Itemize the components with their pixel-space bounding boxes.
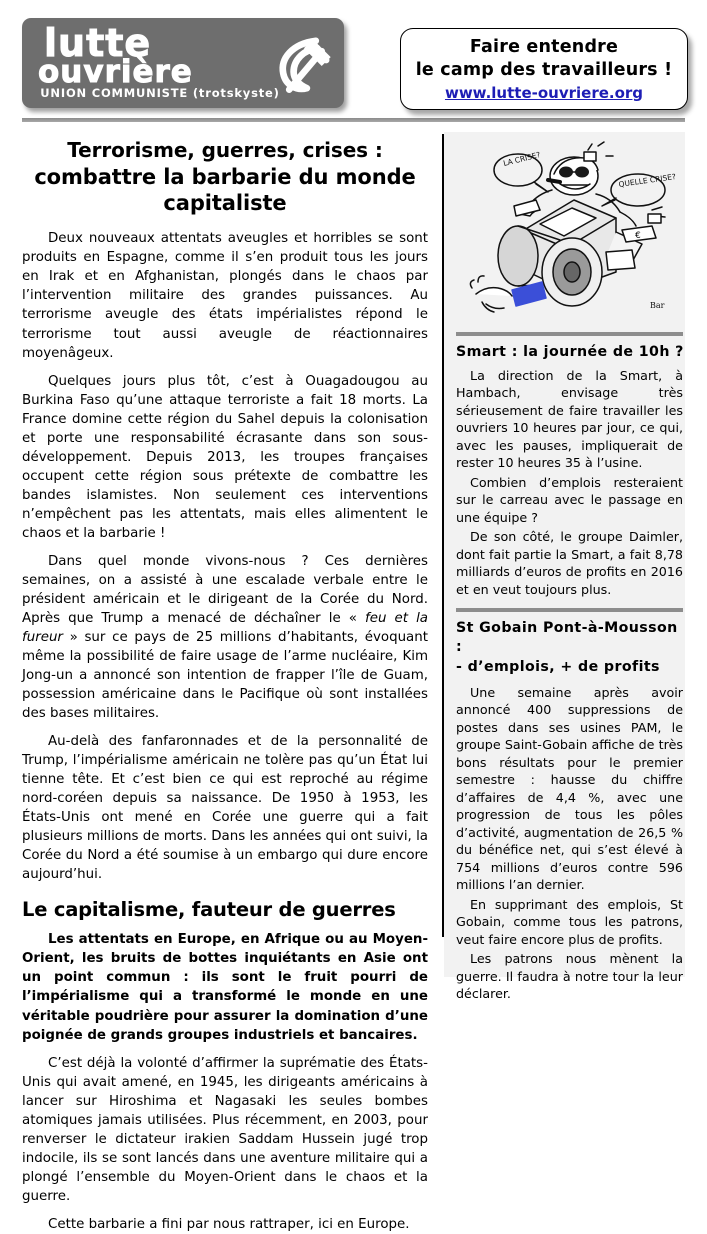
sidebar-section-title-stgobain-line2: - d’emplois, + de profits xyxy=(456,658,660,675)
sidebar-section-title-smart: Smart : la journée de 10h ? xyxy=(456,344,684,360)
korea-quote-italic: feu et la fureur xyxy=(22,610,429,645)
hammer-and-sickle-icon xyxy=(264,26,338,100)
speech-bubble-right-text: QUELLE CRISE? xyxy=(618,172,677,189)
article-headline xyxy=(22,138,428,217)
cartoon-signature: Bar xyxy=(650,301,665,310)
sidebar-paragraph: De son côté, le groupe Daimler, dont fait partie la Smart, a fait 8,78 milliards d’euros de profits en 2016 et en veut toujours plus. xyxy=(456,529,683,597)
sidebar-paragraph: En supprimant des emplois, St Gobain, comme tous les patrons, veut faire encore plus de profits. xyxy=(456,896,683,947)
korea-text-post: » sur ce pays de 25 millions d’habitants, évoquant même la possibilité de faire usage de l’arme nucléaire, Kim Jong-un a annoncé son intention de frapper l’île de Guam, possession américaine dans le Pacifique où sont installées des bases militaires. xyxy=(22,629,428,722)
website-link[interactable]: www.lutte-ouvriere.org xyxy=(444,83,644,102)
korea-text-pre: Dans quel monde vivons-nous ? Ces dernières semaines, on a assisté à une escalade verbale entre le président américain et le dirigeant de la Corée du Nord. Après que Trump a menacé de déchaîner le « xyxy=(22,553,428,626)
slogan-banner xyxy=(400,28,688,110)
section-divider-rule xyxy=(456,608,683,612)
banner-line-2: le camp des travailleurs ! xyxy=(415,60,673,80)
logo-line-1: lutte xyxy=(44,21,152,65)
article-paragraph-trump: Au-delà des fanfaronnades et de la personnalité de Trump, l’impérialisme américain ne tolère pas qu’un État lui tienne tête. Et c’est bien ce qui est reproché au régime nord-coréen depuis sa naissance. De 1950 à 1953, les États-Unis ont mené en Corée une guerre qui a fait plusieurs millions de morts. Dans les années qui ont suivi, la Corée du Nord a été soumise à un embargo qui dure encore aujourd’hui. xyxy=(22,734,428,883)
header-divider-rule xyxy=(22,118,685,122)
svg-text:€: € xyxy=(635,231,641,241)
lutte-ouvriere-logo[interactable] xyxy=(22,18,344,108)
headline-line-1: Terrorisme, guerres, crises : xyxy=(67,138,383,162)
sidebar-paragraph: Une semaine après avoir annoncé 400 suppressions de postes dans ses usines PAM, le groupe Saint-Gobain affiche de très bons résultats pour le premier semestre : hausse du chiffre d’affaires de 4,4 %, avec une progression de tous les pôles d’activité, augmentation de 26,5 % du bénéfice net, qui s’est élevé à 754 millions d’euros contre 596 millions l’an dernier. xyxy=(456,684,683,893)
cartoon-illustration-icon xyxy=(456,132,682,328)
logo-line-2: ouvrière xyxy=(38,54,193,90)
main-article-column xyxy=(22,132,442,1232)
article-paragraph-korea xyxy=(22,552,428,723)
sidebar-paragraph: Les patrons nous mènent la guerre. Il faudra à notre tour la leur déclarer. xyxy=(456,951,683,1002)
headline-line-2: combattre la barbarie du monde capitaliste xyxy=(34,164,416,216)
sidebar-paragraph: Combien d’emplois resteraient sur le carreau avec le passage en une équipe ? xyxy=(456,474,683,525)
masthead xyxy=(22,0,685,112)
article-subheading: Le capitalisme, fauteur de guerres xyxy=(22,898,396,922)
article-paragraph-last: Cette barbarie a fini par nous rattraper, ici en Europe. xyxy=(48,1216,410,1232)
speech-bubble-left-text: LA CRISE? xyxy=(502,150,542,168)
logo-subtitle: UNION COMMUNISTE (trotskyste) xyxy=(40,86,280,100)
article-paragraph-bold: Les attentats en Europe, en Afrique ou au Moyen-Orient, les bruits de bottes inquiétants en Asie ont un point commun : ils sont le fruit pourri de l’impérialisme qui a transformé le monde en une véritable poudrière pour assurer la domination d’une poignée de grands groupes industriels et bancaires. xyxy=(22,932,428,1043)
sidebar-paragraph: La direction de la Smart, à Hambach, envisage très sérieusement de faire travailler les ouvriers 10 heures par jour, ce qui, avec les pauses, impliquerait de rester 10 heures 35 à l’usine. xyxy=(456,367,683,471)
article-paragraph: Quelques jours plus tôt, c’est à Ouagadougou au Burkina Faso qu’une attaque terroriste a fait 18 morts. La France domine cette région du Sahel depuis la colonisation et porte une responsabilité écrasante dans son sous-développement. Depuis 2013, les troupes françaises occupent cette région sous prétexte de combattre les bandes islamistes. Non seulement ces interventions n’empêchent pas les attentats, mais elles alimentent le chaos et la barbarie ! xyxy=(22,373,428,541)
article-paragraph-usa: C’est déjà la volonté d’affirmer la suprématie des États-Unis qui avait amené, en 1945, les dirigeants américains à lancer sur Hiroshima et Nagasaki les seules bombes atomiques jamais utilisées. Plus récemment, en 2003, pour renverser le dictateur irakien Saddam Hussein jugé trop indocile, ils se sont lancés dans une aventure militaire qui a plongé l’ensemble du Moyen-Orient dans le chaos et la guerre. xyxy=(22,1055,428,1204)
section-divider-rule xyxy=(456,332,683,336)
article-paragraph: Deux nouveaux attentats aveugles et horribles se sont produits en Espagne, comme il s’en produit tous les jours en Irak et en Afghanistan, plongés dans le chaos par l’intervention militaire des grandes puissances. Au terrorisme aveugle des états impérialistes répond le terrorisme tout aussi aveugle de réactionnaires moyenâgeux. xyxy=(22,231,428,361)
sidebar-column xyxy=(444,132,685,1002)
capitalist-bulldozer-cartoon xyxy=(456,132,685,328)
content-columns xyxy=(22,132,685,1232)
banner-line-1: Faire entendre xyxy=(469,37,619,58)
sidebar-section-title-stgobain-line1: St Gobain Pont-à-Mousson : xyxy=(456,620,678,656)
